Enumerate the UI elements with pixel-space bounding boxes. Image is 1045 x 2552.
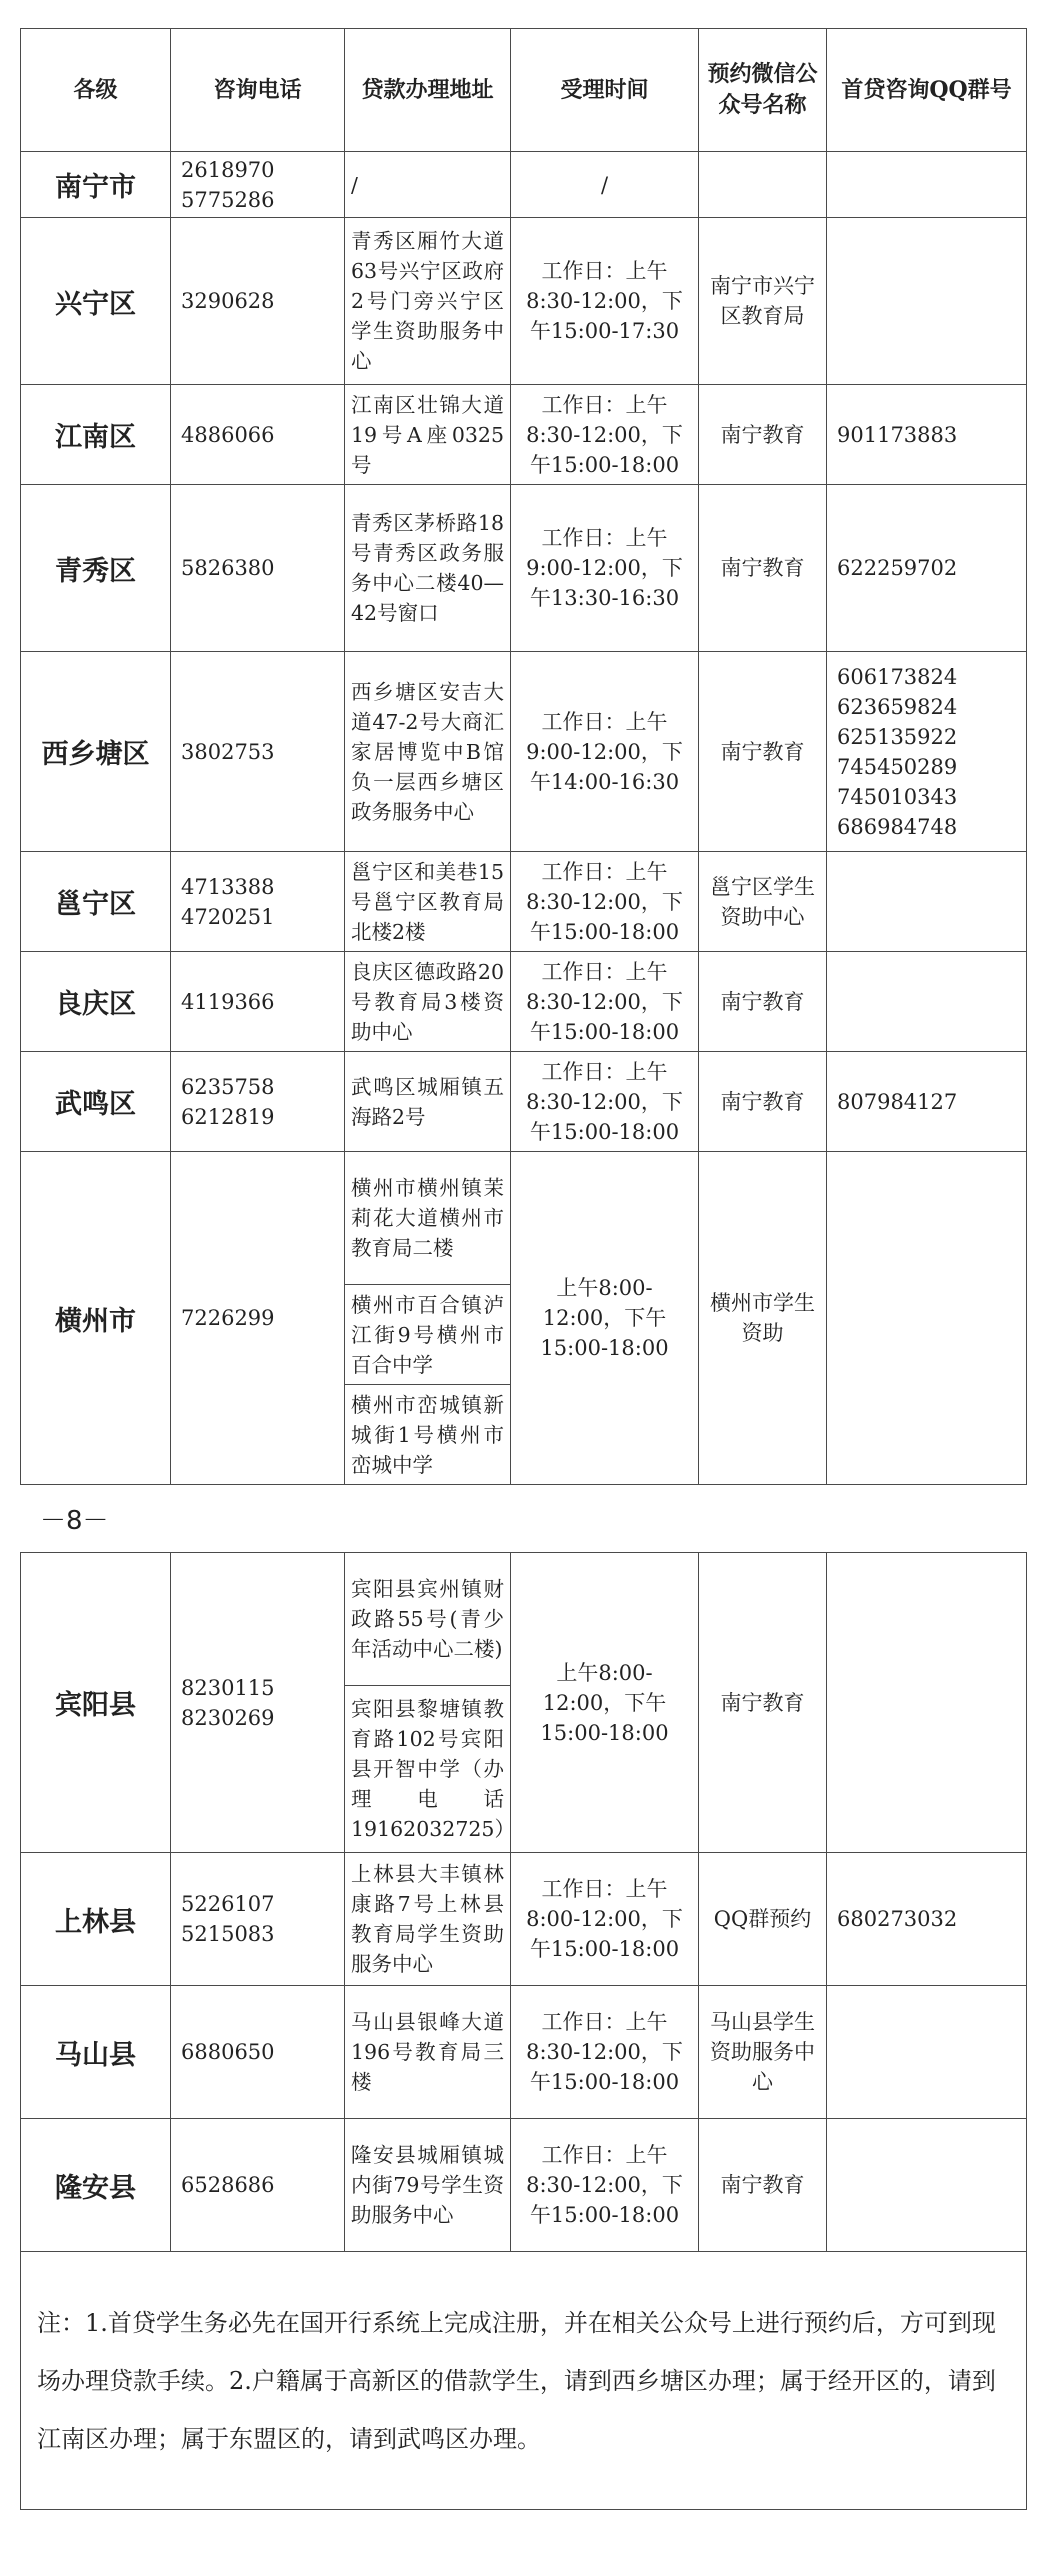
address-cell: 江南区壮锦大道19号A座0325号 [345, 385, 511, 485]
phone-cell-line: 6528686 [181, 2173, 275, 2197]
loan-office-table-page-1 [20, 28, 1027, 1485]
footnote-text: 注：1.首贷学生务必先在国开行系统上完成注册，并在相关公众号上进行预约后，方可到现场办理贷款手续。2.户籍属于高新区的借款学生，请到西乡塘区办理；属于经开区的，请到江南区办理；属于东盟区的，请到武鸣区办理。 [21, 2252, 1027, 2510]
region-cell: 西乡塘区 [21, 652, 171, 852]
hours-cell: 上午8:00-12:00，下午15:00-18:00 [511, 1152, 699, 1485]
phone-cell [171, 1052, 345, 1152]
address-cell: 横州市峦城镇新城街1号横州市峦城中学 [345, 1385, 511, 1485]
wechat-cell: QQ群预约 [699, 1853, 827, 1986]
wechat-cell: 南宁教育 [699, 652, 827, 852]
qq-group-cell-line: 686984748 [837, 814, 958, 839]
phone-cell [171, 652, 345, 852]
hours-cell: 工作日：上午9:00-12:00，下午13:30-16:30 [511, 485, 699, 652]
table-row [21, 1986, 1027, 2119]
header-region: 各级 [21, 29, 171, 152]
table-row [21, 1853, 1027, 1986]
phone-cell [171, 2119, 345, 2252]
qq-group-cell [827, 1853, 1027, 1986]
hours-cell: 工作日：上午8:30-12:00，下午15:00-18:00 [511, 2119, 699, 2252]
qq-group-cell [827, 2119, 1027, 2252]
phone-cell [171, 485, 345, 652]
address-cell: 西乡塘区安吉大道47-2号大商汇家居博览中B馆负一层西乡塘区政务服务中心 [345, 652, 511, 852]
phone-cell-line: 8230269 [181, 1705, 275, 1730]
table-row [21, 152, 1027, 218]
header-wechat: 预约微信公众号名称 [699, 29, 827, 152]
phone-cell-line: 4886066 [181, 422, 275, 447]
wechat-cell: 横州市学生资助 [699, 1152, 827, 1485]
table-row [21, 852, 1027, 952]
qq-group-cell [827, 652, 1027, 852]
hours-cell: 工作日：上午8:00-12:00，下午15:00-18:00 [511, 1853, 699, 1986]
header-hours: 受理时间 [511, 29, 699, 152]
table-row [21, 385, 1027, 485]
qq-group-cell [827, 152, 1027, 218]
page-number: －8－ [40, 1506, 109, 1536]
wechat-cell: 邕宁区学生资助中心 [699, 852, 827, 952]
address-cell: 邕宁区和美巷15号邕宁区教育局北楼2楼 [345, 852, 511, 952]
hours-cell: / [511, 152, 699, 218]
hours-cell: 上午8:00-12:00，下午15:00-18:00 [511, 1553, 699, 1853]
wechat-cell: 南宁教育 [699, 952, 827, 1052]
qq-group-cell-line: 745010343 [837, 784, 958, 809]
wechat-cell: 马山县学生资助服务中心 [699, 1986, 827, 2119]
phone-cell-line: 4713388 [181, 874, 275, 899]
wechat-cell: 南宁教育 [699, 1553, 827, 1853]
region-cell: 隆安县 [21, 2119, 171, 2252]
hours-cell: 工作日：上午8:30-12:00，下午15:00-18:00 [511, 952, 699, 1052]
address-cell: 横州市横州镇茉莉花大道横州市教育局二楼 [345, 1152, 511, 1285]
phone-cell-line: 6235758 [181, 1074, 275, 1099]
region-cell: 江南区 [21, 385, 171, 485]
address-cell: 马山县银峰大道196号教育局三楼 [345, 1986, 511, 2119]
phone-cell [171, 1853, 345, 1986]
region-cell: 青秀区 [21, 485, 171, 652]
qq-group-cell-line: 622259702 [837, 556, 958, 580]
phone-cell-line: 5226107 [181, 1892, 275, 1916]
region-cell: 上林县 [21, 1853, 171, 1986]
phone-cell-line: 3802753 [181, 739, 275, 764]
phone-cell-line: 5215083 [181, 1922, 275, 1946]
qq-group-cell [827, 385, 1027, 485]
address-cell: 武鸣区城厢镇五海路2号 [345, 1052, 511, 1152]
wechat-cell: 南宁教育 [699, 1052, 827, 1152]
phone-cell [171, 1553, 345, 1853]
hours-cell: 工作日：上午8:30-12:00，下午15:00-17:30 [511, 218, 699, 385]
phone-cell-line: 7226299 [181, 1306, 275, 1330]
phone-cell [171, 152, 345, 218]
table-row [21, 952, 1027, 1052]
qq-group-cell [827, 1553, 1027, 1853]
table-header-row [21, 29, 1027, 152]
hours-cell: 工作日：上午8:30-12:00，下午15:00-18:00 [511, 1052, 699, 1152]
region-cell: 兴宁区 [21, 218, 171, 385]
region-cell: 马山县 [21, 1986, 171, 2119]
table-row [21, 2119, 1027, 2252]
qq-group-cell [827, 1986, 1027, 2119]
qq-group-cell-line: 901173883 [837, 422, 958, 447]
qq-group-cell-line: 606173824 [837, 664, 958, 689]
region-cell: 武鸣区 [21, 1052, 171, 1152]
hours-cell: 工作日：上午8:30-12:00，下午15:00-18:00 [511, 1986, 699, 2119]
address-cell: / [345, 152, 511, 218]
qq-group-cell-line: 625135922 [837, 724, 958, 749]
header-qq: 首贷咨询QQ群号 [827, 29, 1027, 152]
region-cell: 邕宁区 [21, 852, 171, 952]
qq-group-cell [827, 952, 1027, 1052]
qq-group-cell [827, 852, 1027, 952]
wechat-cell: 南宁教育 [699, 485, 827, 652]
hours-cell: 工作日：上午8:30-12:00，下午15:00-18:00 [511, 852, 699, 952]
qq-group-cell-line: 623659824 [837, 694, 958, 719]
phone-cell-line: 8230115 [181, 1675, 275, 1700]
qq-group-cell-line: 745450289 [837, 754, 958, 779]
phone-cell-line: 5826380 [181, 556, 275, 580]
phone-cell-line: 2618970 [181, 157, 275, 182]
region-cell: 宾阳县 [21, 1553, 171, 1853]
address-cell: 青秀区厢竹大道63号兴宁区政府2号门旁兴宁区学生资助服务中心 [345, 218, 511, 385]
wechat-cell: 南宁市兴宁区教育局 [699, 218, 827, 385]
table-row [21, 652, 1027, 852]
address-cell: 宾阳县宾州镇财政路55号(青少年活动中心二楼) [345, 1553, 511, 1686]
header-phone: 咨询电话 [171, 29, 345, 152]
qq-group-cell-line: 680273032 [837, 1907, 958, 1931]
address-cell: 上林县大丰镇林康路7号上林县教育局学生资助服务中心 [345, 1853, 511, 1986]
qq-group-cell [827, 485, 1027, 652]
region-cell: 横州市 [21, 1152, 171, 1485]
table-row [21, 1052, 1027, 1152]
hours-cell: 工作日：上午8:30-12:00，下午15:00-18:00 [511, 385, 699, 485]
address-cell: 隆安县城厢镇城内街79号学生资助服务中心 [345, 2119, 511, 2252]
table-row [21, 1553, 1027, 1686]
note-row [21, 2252, 1027, 2510]
qq-group-cell [827, 1052, 1027, 1152]
address-cell: 良庆区德政路20号教育局3楼资助中心 [345, 952, 511, 1052]
header-address: 贷款办理地址 [345, 29, 511, 152]
hours-cell: 工作日：上午9:00-12:00，下午14:00-16:30 [511, 652, 699, 852]
phone-cell [171, 218, 345, 385]
phone-cell [171, 952, 345, 1052]
wechat-cell: 南宁教育 [699, 385, 827, 485]
address-cell: 横州市百合镇泸江街9号横州市百合中学 [345, 1285, 511, 1385]
address-cell: 宾阳县黎塘镇教育路102号宾阳县开智中学（办理电话19162032725） [345, 1686, 511, 1853]
phone-cell [171, 385, 345, 485]
phone-cell-line: 4119366 [181, 989, 275, 1014]
table-row [21, 218, 1027, 385]
qq-group-cell-line: 807984127 [837, 1089, 958, 1114]
region-cell: 南宁市 [21, 152, 171, 218]
phone-cell-line: 6212819 [181, 1104, 275, 1129]
phone-cell-line: 3290628 [181, 289, 275, 313]
table-row [21, 1152, 1027, 1285]
phone-cell-line: 4720251 [181, 904, 275, 929]
wechat-cell [699, 152, 827, 218]
phone-cell [171, 1986, 345, 2119]
wechat-cell: 南宁教育 [699, 2119, 827, 2252]
table-row [21, 485, 1027, 652]
qq-group-cell [827, 218, 1027, 385]
loan-office-table-page-2 [20, 1552, 1027, 2510]
phone-cell [171, 1152, 345, 1485]
phone-cell-line: 5775286 [181, 187, 275, 212]
region-cell: 良庆区 [21, 952, 171, 1052]
phone-cell [171, 852, 345, 952]
phone-cell-line: 6880650 [181, 2040, 275, 2064]
qq-group-cell [827, 1152, 1027, 1485]
address-cell: 青秀区茅桥路18号青秀区政务服务中心二楼40—42号窗口 [345, 485, 511, 652]
